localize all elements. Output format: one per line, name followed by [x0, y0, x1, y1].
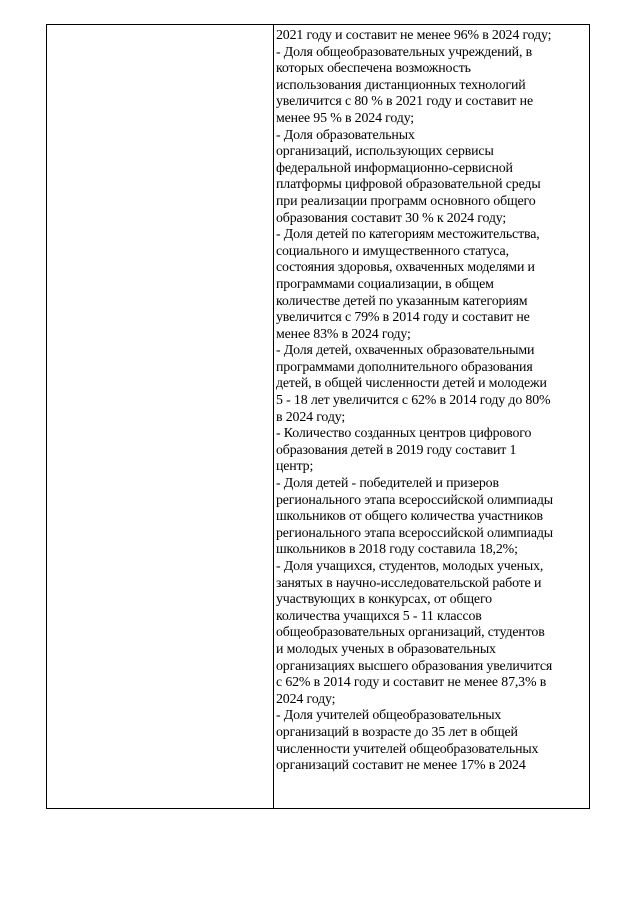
text-line: увеличится с 80 % в 2021 году и составит не: [276, 94, 533, 110]
text-line: организаций, использующих сервисы: [276, 144, 494, 160]
text-line: участвующих в конкурсах, от общего: [276, 592, 492, 608]
text-line: - Доля детей по категориям местожительства,: [276, 227, 540, 243]
text-line: социального и имущественного статуса,: [276, 243, 509, 259]
table-right-cell: [276, 28, 586, 808]
text-line: 2024 году;: [276, 691, 336, 707]
text-line: - Доля образовательных: [276, 127, 415, 143]
text-line: занятых в научно-исследовательской работе и: [276, 575, 542, 591]
text-line: центр;: [276, 459, 314, 475]
text-line: в 2024 году;: [276, 409, 346, 425]
text-line: менее 95 % в 2024 году;: [276, 110, 415, 126]
text-line: которых обеспечена возможность: [276, 61, 471, 77]
text-line: организаций составит не менее 17% в 2024: [276, 758, 526, 774]
text-line: состояния здоровья, охваченных моделями и: [276, 260, 535, 276]
text-line: детей, в общей численности детей и молодежи: [276, 376, 547, 392]
text-line: 5 - 18 лет увеличится с 62% в 2014 году до 80%: [276, 393, 551, 409]
text-line: количестве детей по указанным категориям: [276, 293, 528, 309]
text-line: школьников в 2018 году составила 18,2%;: [276, 542, 518, 558]
text-line: численности учителей общеобразовательных: [276, 741, 539, 757]
text-line: общеобразовательных организаций, студентов: [276, 625, 545, 641]
text-line: - Доля детей - победителей и призеров: [276, 476, 499, 492]
text-line: при реализации программ основного общего: [276, 193, 536, 209]
text-line: регионального этапа всероссийской олимпиады: [276, 492, 553, 508]
text-line: федеральной информационно-сервисной: [276, 160, 513, 176]
text-line: программами дополнительного образования: [276, 359, 533, 375]
text-line: и молодых ученых в образовательных: [276, 641, 496, 657]
text-line: - Количество созданных центров цифрового: [276, 426, 532, 442]
content-table: [46, 24, 590, 809]
text-line: менее 83% в 2024 году;: [276, 326, 411, 342]
text-line: школьников от общего количества участников: [276, 509, 543, 525]
text-line: - Доля учащихся, студентов, молодых ученых,: [276, 559, 544, 574]
text-line: организаций в возрасте до 35 лет в общей: [276, 724, 518, 740]
text-line: с 62% в 2014 году и составит не менее 87,3% в: [276, 675, 547, 691]
text-line: программами социализации, в общем: [276, 276, 494, 292]
text-line: использования дистанционных технологий: [276, 77, 526, 93]
text-line: количества учащихся 5 - 11 классов: [276, 608, 482, 624]
text-line: образования составит 30 % к 2024 году;: [276, 210, 507, 226]
text-line: платформы цифровой образовательной среды: [276, 177, 541, 193]
text-line: увеличится с 79% в 2014 году и составит не: [276, 310, 530, 326]
text-line: - Доля учителей общеобразовательных: [276, 708, 502, 724]
text-line: 2021 году и составит не менее 96% в 2024 году;: [276, 28, 552, 43]
text-line: организациях высшего образования увеличится: [276, 658, 553, 674]
text-line: регионального этапа всероссийской олимпиады: [276, 525, 553, 541]
table-left-cell: [47, 25, 274, 808]
text-line: - Доля детей, охваченных образовательными: [276, 343, 535, 359]
text-line: образования детей в 2019 году составит 1: [276, 442, 517, 458]
text-line: - Доля общеобразовательных учреждений, в: [276, 44, 533, 60]
